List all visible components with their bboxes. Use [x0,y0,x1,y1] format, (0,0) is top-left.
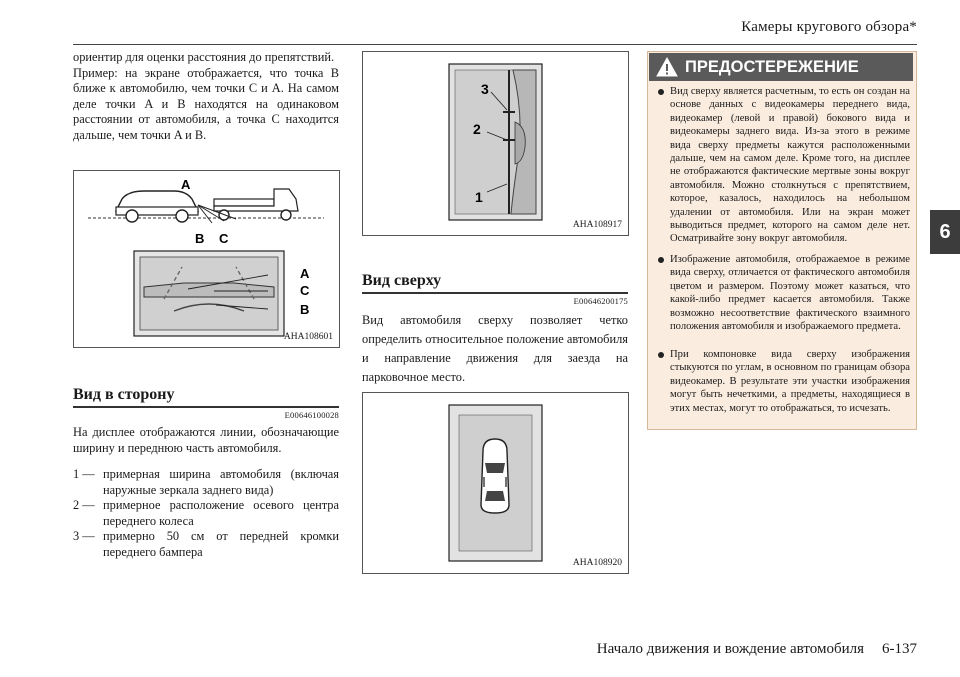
label-2: 2 [473,121,481,137]
label-c-screen: C [300,283,310,298]
label-3: 3 [481,81,489,97]
figure-id: AHA108601 [283,332,333,342]
intro-paragraph-1: ориентир для оценки расстояния до препятствий. [73,50,335,64]
section-code: E00646100028 [284,410,339,420]
label-c-top: C [219,231,229,246]
label-a-screen: A [300,266,310,281]
distance-example-illustration [74,171,339,347]
list-item-text: примерно 50 см от передней кромки переднего бампера [103,529,339,559]
top-view-illustration [363,393,628,573]
figure-top-view [362,392,629,574]
figure-distance-example [73,170,340,348]
list-item-text: примерная ширина автомобиля (включая наружные зеркала заднего вида) [103,467,339,497]
figure-id: AHA108917 [572,220,622,230]
page-header-title: Камеры кругового обзора* [741,19,917,35]
side-view-paragraph: На дисплее отображаются линии, обозначающие ширину и переднюю часть автомобиля. [73,425,339,455]
list-item [73,467,339,499]
chapter-tab: 6 [930,210,960,254]
section-rule [362,292,628,294]
intro-paragraph-2: Пример: на экране отображается, что точка B ближе к автомобилю, чем точки C и A. На самом деле точки A и B находятся на одинаковом расстоянии от автомобиля, а точка C находится дальше, чем точки A и B. [73,65,339,142]
list-item-number: 2 — [73,498,95,512]
section-title-side-view: Вид в сторону [73,386,175,403]
list-item-text: примерное расположение осевого центра переднего колеса [103,498,339,528]
list-item-number: 1 — [73,467,95,481]
warning-title: ПРЕДОСТЕРЕЖЕНИЕ [685,57,859,76]
list-item [73,529,339,561]
warning-item-text: Изображение автомобиля, отображаемое в режиме вида сверху, отличается от фактического автомобиля цветом и размером. Поэтому может казаться, что какой-либо предмет касается автомобиля. Также возможно несоответствие фактического взаимного положения автомобиля и изображаемого предмета. [670,254,910,333]
list-item-number: 3 — [73,529,95,543]
warning-item-text: При компоновке вида сверху изображения стыкуются по углам, в основном по границам обзора видеокамер. В результате эти участки изображения могут быть нечеткими, а предметы, находящиеся в этих местах, могут то отображаться, то исчезать. [670,349,910,414]
warning-item-text: Вид сверху является расчетным, то есть он создан на основе данных с видеокамеры переднего вида, видеокамер (левой и правой) бокового вида и видеокамеры заднего вида. Из-за этого в режиме вида сверху предметы кажутся расположенными дальше, чем на самом деле. Кроме того, на дисплее не отображаются фактические мертвые зоны вокруг автомобиля. Можно столкнуться с препятствием, которое, казалось, находилось на небольшом удалении от автомобиля. Или на экран может выводиться предмет, которого на самом деле нет. Осматривайте зону вокруг автомобиля. [670,86,910,245]
top-view-paragraph: Вид автомобиля сверху позволяет четко определить относительное положение автомобиля и направление движения для заезда на парковочное место. [362,313,628,384]
section-title-top-view: Вид сверху [362,272,442,289]
footer-section: Начало движения и вождение автомобиля [596,641,864,657]
warning-triangle-icon [655,56,679,78]
intro-text [73,50,339,144]
label-1: 1 [475,189,483,205]
bullet-icon [658,89,664,95]
warning-item [658,348,910,415]
page-number: 6-137 [882,641,917,657]
warning-header [649,53,913,81]
bullet-icon [658,257,664,263]
warning-item [658,85,910,246]
bullet-icon [658,352,664,358]
section-code: E00646200175 [573,296,628,306]
list-item [73,498,339,530]
label-a-top: A [181,177,191,192]
page-footer [597,641,917,658]
side-view-illustration [363,52,628,235]
label-b-top: B [195,231,205,246]
warning-item [658,253,910,333]
label-b-screen: B [300,302,310,317]
figure-id: AHA108920 [572,558,622,568]
header-rule [73,44,917,45]
figure-side-view [362,51,629,236]
section-rule [73,406,339,408]
